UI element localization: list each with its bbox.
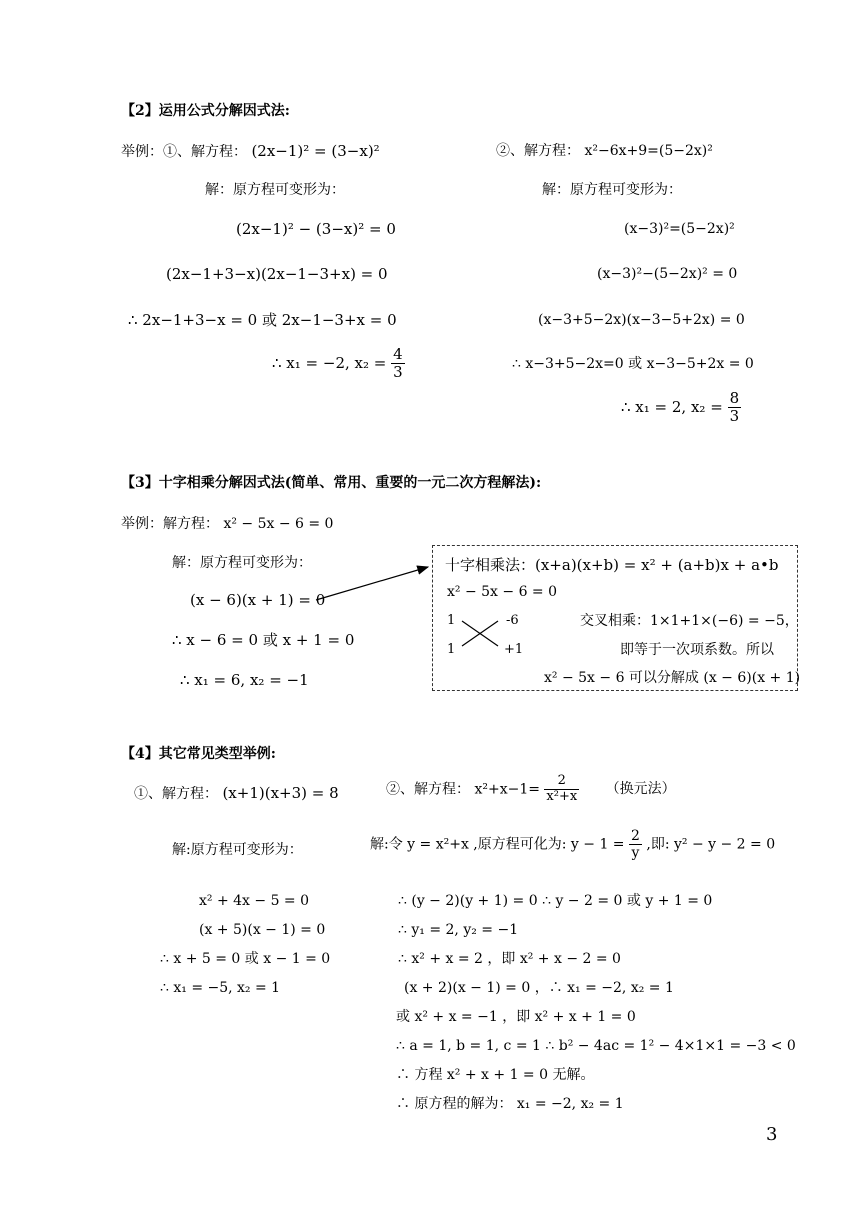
s4-ex2-step: 或 x² + x = −1 ，即 x² + x + 1 = 0 [396, 1009, 636, 1025]
box-line: 即等于一次项系数。所以 [620, 642, 774, 658]
page-number: 3 [766, 1124, 778, 1145]
s2-ex2-step: (x−3)²=(5−2x)² [624, 221, 735, 237]
s4-ex2-step: (x + 2)(x − 1) = 0 ，∴ x₁ = −2, x₂ = 1 [404, 980, 674, 996]
s4-ex2-step: ∴ (y − 2)(y + 1) = 0 ∴ y − 2 = 0 或 y + 1 = 0 [398, 893, 713, 909]
s4-ex1-step: x² + 4x − 5 = 0 [199, 893, 310, 909]
arrow [316, 567, 428, 600]
s2-ex1-intro: 解：原方程可变形为： [205, 182, 345, 198]
s3-intro: 解：原方程可变形为： [172, 555, 312, 571]
box-formula: 十字相乘法：(x+a)(x+b) = x² + (a+b)x + a•b [445, 556, 779, 574]
s4-ex2-step: ∴ y₁ = 2, y₂ = −1 [398, 922, 519, 938]
s3-step: ∴ x₁ = 6, x₂ = −1 [180, 671, 309, 689]
s3-example: 举例：解方程： x² − 5x − 6 = 0 [121, 516, 334, 532]
s2-ex1-step: (2x−1+3−x)(2x−1−3+x) = 0 [166, 265, 388, 283]
s2-ex2-step: (x−3)²−(5−2x)² = 0 [597, 266, 738, 282]
box-line: 交叉相乘：1×1+1×(−6) = −5， [580, 613, 799, 629]
s3-step: (x − 6)(x + 1) = 0 [190, 591, 326, 609]
s2-ex2-intro: 解：原方程可变形为： [542, 182, 682, 198]
s2-ex1-step: (2x−1)² − (3−x)² = 0 [236, 220, 396, 238]
cross-coef: 1 [447, 613, 456, 628]
s2-ex2-step: ∴ x−3+5−2x=0 或 x−3−5+2x = 0 [512, 356, 754, 372]
s3-step: ∴ x − 6 = 0 或 x + 1 = 0 [172, 631, 355, 649]
cross-coef: -6 [506, 613, 519, 628]
cross-coef: 1 [447, 642, 456, 657]
s4-ex2-label: ②、解方程： x²+x−1= $\frac{2}{\text{x²+x}}$ （换元法） [386, 773, 676, 804]
s2-ex2-label: ②、解方程： x²−6x+9=(5−2x)² [496, 143, 713, 159]
s4-ex1-step: ∴ x₁ = −5, x₂ = 1 [160, 980, 281, 996]
section-4-heading: 【4】其它常见类型举例: [121, 746, 276, 762]
s4-ex2-intro: 解:令 y = x²+x ,原方程可化为: y − 1 = $\frac{2}{y}$ ,即: y² − y − 2 = 0 [370, 828, 776, 862]
s2-ex2-step: (x−3+5−2x)(x−3−5+2x) = 0 [538, 312, 745, 328]
s4-ex2-step: ∴ 原方程的解为： x₁ = −2, x₂ = 1 [396, 1096, 624, 1112]
s4-ex1-label: ①、解方程： (x+1)(x+3) = 8 [134, 784, 339, 802]
s2-ex2-answer: ∴ x₁ = 2, x₂ = $\frac{8}{3}$ [621, 389, 740, 426]
s4-ex2-step: ∴ x² + x = 2 ，即 x² + x − 2 = 0 [398, 951, 621, 967]
box-line: x² − 5x − 6 可以分解成 (x − 6)(x + 1) [544, 670, 801, 686]
box-equation: x² − 5x − 6 = 0 [447, 584, 558, 600]
s4-ex1-step: ∴ x + 5 = 0 或 x − 1 = 0 [160, 951, 331, 967]
s4-ex2-step: ∴ a = 1, b = 1, c = 1 ∴ b² − 4ac = 1² − 4×1×1 = −3 < 0 [396, 1038, 796, 1054]
s2-ex1-answer: ∴ x₁ = −2, x₂ = $\frac{4}{3}$ [272, 345, 403, 382]
s4-ex2-step: ∴ 方程 x² + x + 1 = 0 无解。 [396, 1067, 595, 1083]
section-3-heading: 【3】十字相乘分解因式法(简单、常用、重要的一元二次方程解法): [121, 475, 542, 491]
section-2-heading: 【2】运用公式分解因式法: [121, 103, 290, 119]
s4-ex1-intro: 解:原方程可变形为： [172, 842, 303, 858]
s2-ex1-step: ∴ 2x−1+3−x = 0 或 2x−1−3+x = 0 [128, 311, 397, 329]
cross-coef: +1 [504, 642, 524, 657]
s2-ex1-label: 举例：①、解方程： (2x−1)² = (3−x)² [121, 142, 380, 160]
s4-ex1-step: (x + 5)(x − 1) = 0 [199, 922, 326, 938]
